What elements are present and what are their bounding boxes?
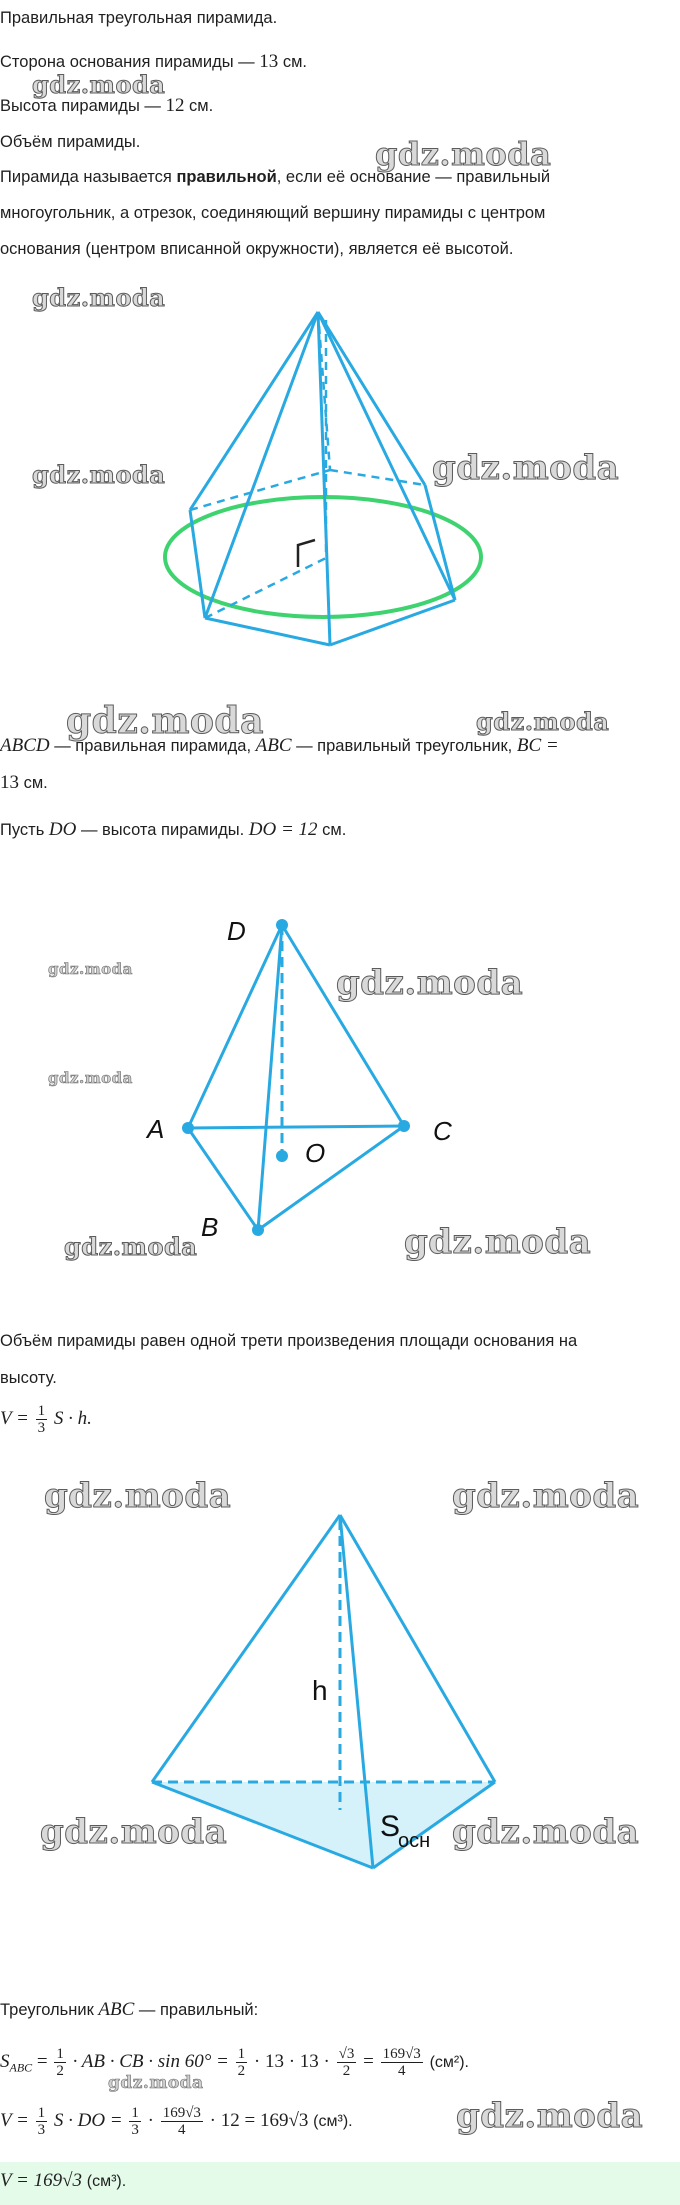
- line-height: Высота пирамиды — 12 см.: [0, 95, 214, 116]
- line-triangle: Треугольник ABC — правильный:: [0, 1999, 259, 2020]
- line-bc-value: 13 см.: [0, 772, 48, 793]
- watermark: gdz.moda: [432, 448, 620, 488]
- watermark: gdz.moda: [40, 1812, 228, 1852]
- label-d: D: [227, 916, 246, 946]
- line-definition-1: Пирамида называется правильной, если её основание — правильный: [0, 168, 551, 186]
- line-1: Правильная треугольная пирамида.: [0, 9, 278, 27]
- line-side: Сторона основания пирамиды — 13 см.: [0, 51, 307, 72]
- watermark: gdz.moda: [44, 1476, 232, 1516]
- point-b: [252, 1224, 264, 1236]
- watermark: gdz.moda: [48, 960, 133, 978]
- watermark: gdz.moda: [452, 1812, 640, 1852]
- label-h: h: [312, 1675, 328, 1706]
- label-a: A: [147, 1114, 165, 1144]
- watermark: gdz.moda: [32, 70, 166, 99]
- formula-volume: V = $\frac{1}{3}$ S · h.: [0, 1403, 92, 1436]
- line-volume-rule-2: высоту.: [0, 1369, 57, 1387]
- label-s: S: [380, 1810, 401, 1843]
- line-volume-rule-1: Объём пирамиды равен одной трети произведения площади основания на: [0, 1332, 578, 1350]
- watermark: gdz.moda: [48, 1069, 133, 1087]
- point-o: [276, 1150, 288, 1162]
- final-answer: V = 169√3 (см³).: [0, 2170, 127, 2191]
- line-question: Объём пирамиды.: [0, 133, 141, 151]
- right-angle-mark: [298, 540, 315, 567]
- label-o: O: [305, 1138, 326, 1168]
- pyramid-edges: [190, 312, 455, 645]
- watermark: gdz.moda: [375, 135, 552, 173]
- point-c: [398, 1120, 410, 1132]
- watermark: gdz.moda: [336, 963, 524, 1003]
- point-d: [276, 919, 288, 931]
- watermark: gdz.moda: [108, 2073, 204, 2093]
- watermark: gdz.moda: [404, 1222, 592, 1262]
- line-height-do: Пусть DO — высота пирамиды. DO = 12 см.: [0, 819, 347, 840]
- formula-area: $S_{ABC}$ = $\frac{1}{2}$ · AB · CB · sin 60° = $\frac{1}{2}$ · 13 · 13 · $\frac{√3}{2}$ = $\frac{169√3}{4}$ (см²).: [0, 2046, 469, 2079]
- line-abcd: ABCD — правильная пирамида, ABC — правильный треугольник, BC =: [0, 735, 559, 756]
- line-definition-3: основания (центром вписанной окружности), является её высотой.: [0, 240, 514, 258]
- watermark: gdz.moda: [64, 1232, 198, 1261]
- watermark: gdz.moda: [32, 460, 166, 489]
- label-s-sub: осн: [398, 1830, 431, 1852]
- watermark: gdz.moda: [476, 707, 610, 736]
- watermark: gdz.moda: [66, 700, 264, 742]
- label-c: C: [433, 1116, 452, 1146]
- line-definition-2: многоугольник, а отрезок, соединяющий вершину пирамиды с центром: [0, 204, 546, 222]
- watermark: gdz.moda: [452, 1476, 640, 1516]
- label-b: B: [201, 1212, 219, 1242]
- watermark: gdz.moda: [32, 283, 166, 312]
- watermark: gdz.moda: [456, 2096, 644, 2136]
- point-a: [182, 1122, 194, 1134]
- formula-volume-calc: V = $\frac{1}{3}$ S · DO = $\frac{1}{3}$ · $\frac{169√3}{4}$ · 12 = 169√3 (см³).: [0, 2105, 353, 2138]
